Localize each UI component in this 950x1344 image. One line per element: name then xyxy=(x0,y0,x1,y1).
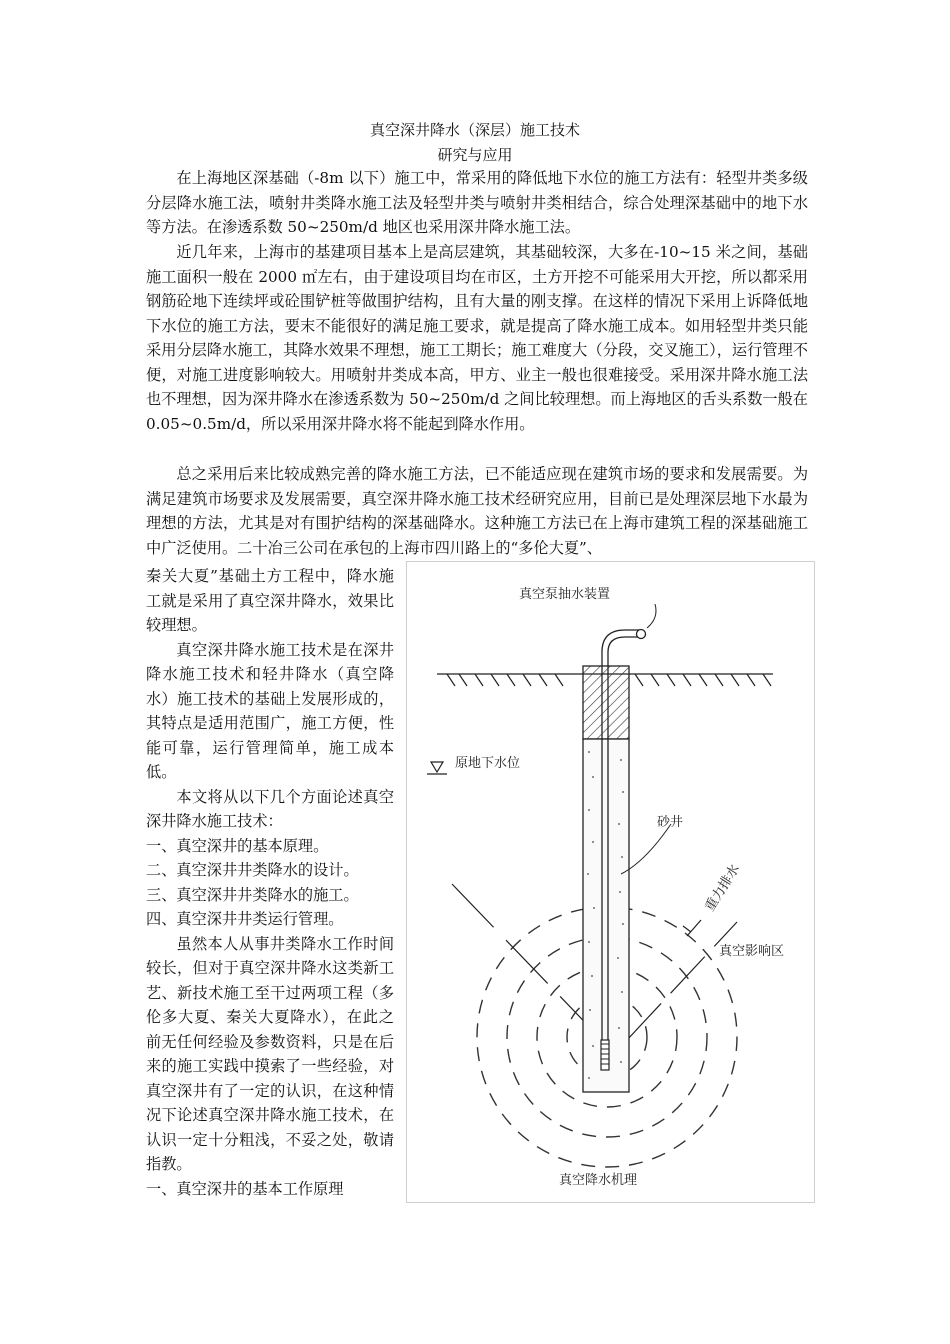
list-item: 三、真空深井井类降水的施工。 xyxy=(146,885,359,904)
label-sand-well: 砂井 xyxy=(657,815,684,830)
document-title: 真空深井降水（深层）施工技术 xyxy=(369,121,580,139)
paragraph-2: 近几年来，上海市的基建项目基本上是高层建筑，其基础较深，大多在-10~15 米之间，基础施工面积一般在 2000 ㎡左右，由于建设项目均在市区，土方开挖不可能采用大开挖，所以都采用钢筋砼地下连续坪或砼围铲桩等做围护结构，且有大量的刚支撑。在这样的情况下采用上诉降低地下水位的施工方法，要末不能很好的满足施工要求，就是提高了降水施工成本。如用轻型井类只能采用分层降水施工，其降水效果不理想，施工工期长；施工难度大（分段，交叉施工），运行管理不便，对施工进度影响较大。用喷射井类成本高，甲方、业主一般也很难接受。采用深井降水施工法也不理想，因为深井降水在渗透系数为 50~250m/d 之间比较理想。而上海地区的舌头系数一般在 0.05~0.5m/d，所以采用深井降水将不能起到降水作用。 xyxy=(146,243,808,433)
paragraph-continued: 秦关大夏”基础土方工程中，降水施工就是采用了真空深井降水，效果比较理想。 xyxy=(146,567,394,634)
paragraph-1: 在上海地区深基础（-8m 以下）施工中，常采用的降低地下水位的施工方法有：轻型井类多级分层降水施工法，喷射井类降水施工法及轻型井类与喷射井类相结合，综合处理深基础中的地下水等方法。在渗透系数 50~250m/d 地区也采用深井降水施工法。 xyxy=(146,169,808,236)
water-level-symbol xyxy=(427,762,447,774)
left-column xyxy=(146,564,394,1201)
paragraph-note: 虽然本人从事井类降水工作时间较长，但对于真空深井降水这类新工艺、新技术施工至干过两项工程（多伦多大夏、秦关大夏降水），在此之前无任何经验及参数资料，只是在后来的施工实践中摸索了一些经验，对真空深井有了一定的认识，在这种情况下论述真空深井降水施工技术，在认识一定十分粗浅，不妥之处，敬请指教。 xyxy=(146,934,394,1173)
section-heading: 一、真空深井的基本工作原理 xyxy=(146,1179,344,1198)
paragraph-3: 总之采用后来比较成熟完善的降水施工方法，已不能适应现在建筑市场的要求和发展需要。为满足建筑市场要求及发展需要，真空深井降水施工技术经研究应用，目前已是处理深层地下水最为理想的方法，尤其是对有围护结构的深基础降水。这种施工方法已在上海市建筑工程的深基础施工中广泛使用。二十冶三公司在承包的上海市四川路上的“多伦大夏”、 xyxy=(146,465,808,557)
label-gravity-drain: 重力排水 xyxy=(702,862,743,915)
paragraph-intro: 本文将从以下几个方面论述真空深井降水施工技术： xyxy=(146,787,394,830)
pump-leader xyxy=(647,604,656,628)
well-casing-top xyxy=(583,666,629,739)
list-item: 一、真空深井的基本原理。 xyxy=(146,836,329,855)
list-item: 二、真空深井井类降水的设计。 xyxy=(146,861,359,879)
vacuum-dewatering-figure xyxy=(406,561,815,1203)
label-pump: 真空泵抽水装置 xyxy=(519,587,611,602)
paragraph-technique: 真空深井降水施工技术是在深井降水施工技术和轻井降水（真空降水）施工技术的基础上发展形成的，其特点是适用范围广，施工方便，性能可靠，运行管理简单，施工成本低。 xyxy=(146,640,394,781)
label-water-level: 原地下水位 xyxy=(455,756,521,771)
figure-drawing xyxy=(407,562,814,1202)
sand-well xyxy=(583,739,629,1092)
label-vacuum-zone: 真空影响区 xyxy=(719,944,785,959)
document-subtitle: 研究与应用 xyxy=(437,146,513,164)
list-item: 四、真空深井井类运行管理。 xyxy=(146,910,344,928)
figure-caption: 真空降水机理 xyxy=(559,1173,638,1188)
